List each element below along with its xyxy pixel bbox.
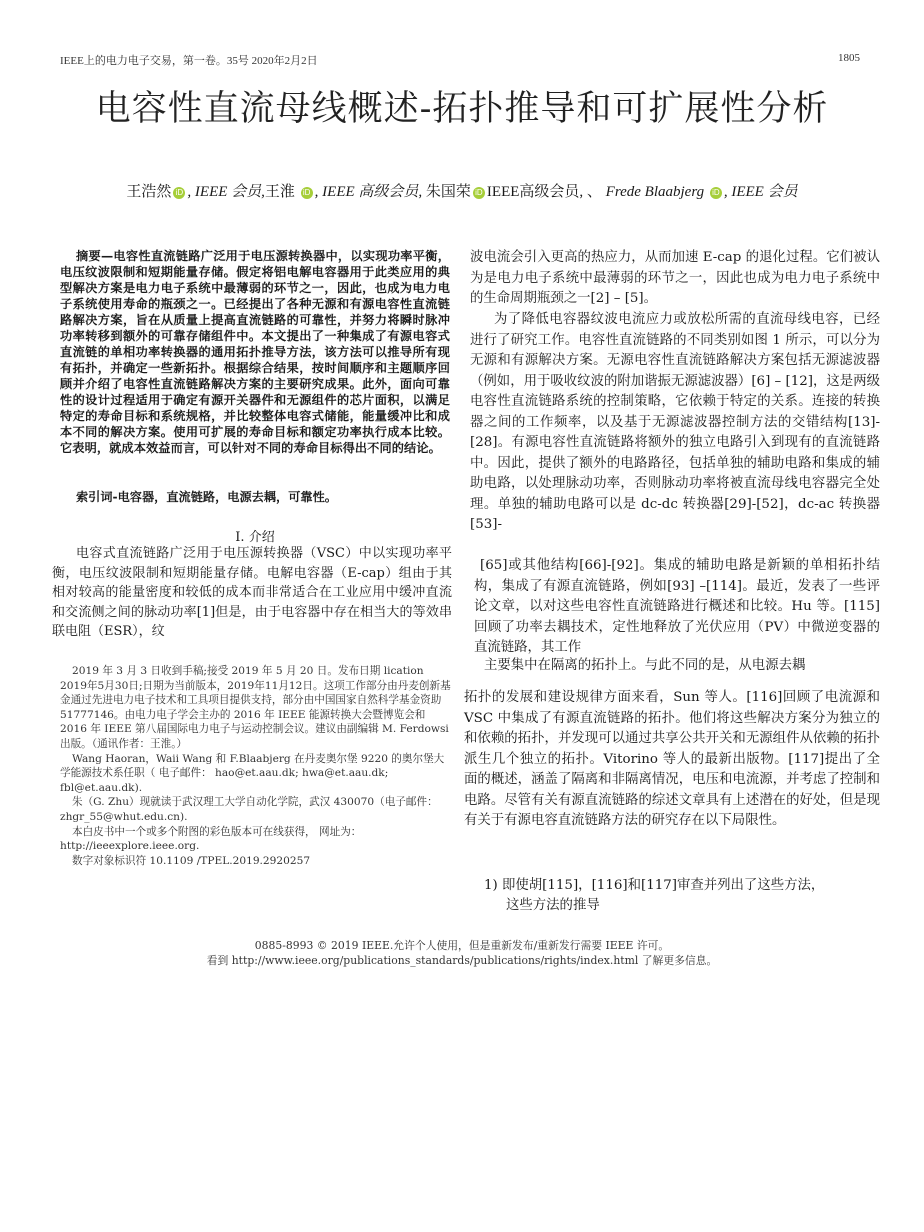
- abstract: [60, 248, 450, 456]
- body-paragraph: 主要集中在隔离的拓扑上。与此不同的是，从电源去耦: [484, 658, 806, 673]
- author-role: , IEEE 会员,: [187, 184, 265, 200]
- body-paragraph: 波电流会引入更高的热应力，从而加速 E-cap 的退化过程。它们被认为是电力电子系统中最薄弱的环节之一，因此也成为电力电子系统中的生命周期瓶颈之一[2] – [5]。: [470, 250, 880, 306]
- intro-paragraph: 电容式直流链路广泛用于电压源转换器（VSC）中以实现功率平衡，电压纹波限制和短期能量存储。电解电容器（E-cap）组由于其相对较高的能量密度和较低的成本而非常适合在工业应用中缓冲直流和交流侧之间的脉动功率[1]但是，由于电容器中存在相当大的等效串联电阻（ESR），纹: [52, 546, 452, 639]
- copyright-footer: [60, 938, 864, 968]
- orcid-icon[interactable]: iD: [710, 187, 722, 199]
- author-name: 朱国荣: [425, 184, 471, 200]
- body-paragraph: [65]或其他结构[66]-[92]。集成的辅助电路是新颖的单相拓扑结构，集成了有源直流链路，例如[93] –[114]。最近，发表了一些评论文章，以对这些电容性直流链路进行概述和比较。Hu 等。[115]回顾了功率去耦技术，定性地释放了光伏应用（PV）中微逆变器的直流链路，其工作: [474, 558, 880, 655]
- author-role: , IEEE 高级会员,: [314, 184, 423, 200]
- author-name: Frede Blaabjerg: [605, 184, 705, 200]
- index-terms: 索引词-电容器，直流链路，电源去耦，可靠性。: [76, 490, 337, 504]
- footnote-color-note: 本白皮书中一个或多个附图的彩色版本可在线获得， 网址为：http://ieeexplore.ieee.org.: [60, 825, 362, 853]
- paper-title: 电容性直流母线概述-拓扑推导和可扩展性分析: [95, 89, 829, 129]
- author-list: [40, 180, 884, 201]
- footnote-doi: 数字对象标识符 10.1109 /TPEL.2019.2920257: [72, 854, 311, 867]
- orcid-icon[interactable]: iD: [301, 187, 313, 199]
- abstract-text: 摘要—电容性直流链路广泛用于电压源转换器中，以实现功率平衡，电压纹波限制和短期能量存储。假定将铝电解电容器用于此类应用的典型解决方案是电力电子系统中最薄弱的环节之一，因此，也成为电力电子系统使用寿命的瓶颈之一。已经提出了各种无源和有源电容性直流链路解决方案，旨在从质量上提高直流链路的可靠性，并努力将瞬时脉冲功率转移到额外的可靠存储组件中。本文提出了一种集成了有源电容式直流链的单相功率转换器的通用拓扑推导方法，该方法可以推导所有现有拓扑，并确定一些新拓扑。根据综合结果，按时间顺序和主题顺序回顾并介绍了电容性直流链路解决方案的主要研究成果。此外，面向可靠性的设计过程适用于确定有源开关器件和无源组件的芯片面积，以满足特定的寿命目标和系统规格，并比较整体电容式储能，能量缓冲比和成本不同的解决方案。使用可扩展的寿命目标和额定功率执行成本比较。它表明，就成本效益而言，可以针对不同的寿命目标得出不同的结论。: [60, 249, 450, 455]
- orcid-icon[interactable]: iD: [173, 187, 185, 199]
- rights-link[interactable]: 看到 http://www.ieee.org/publications_standards/publications/rights/index.html 了解更多信息。: [206, 954, 718, 967]
- author-name: 王浩然: [126, 184, 172, 200]
- list-item: 1) 即使胡[115]，[116]和[117]审查并列出了这些方法，: [484, 878, 825, 893]
- author-name: 王淮: [264, 184, 295, 200]
- orcid-icon[interactable]: iD: [473, 187, 485, 199]
- footnote-affiliation-2: 朱（G. Zhu）现就读于武汉理工大学自动化学院，武汉 430070（电子邮件： zhgr_55@whut.edu.cn).: [60, 796, 438, 823]
- body-paragraph: 拓扑的发展和建设规律方面来看，Sun 等人。[116]回顾了电流源和 VSC 中集成了有源直流链路的拓扑。他们将这些解决方案分为独立的和依赖的拓扑，并发现可以通过共享公共开关和无源组件从依赖的拓扑派生几个独立的拓扑。Vitorino 等人的最新出版物。[117]提出了全面的概述，涵盖了隔离和非隔离情况，电压和电流源，并考虑了控制和电路。尽管有关有源直流链路的综述文章具有上述潜在的好处，但是现有关于有源电容直流链路方法的研究存在以下局限性。: [464, 690, 880, 828]
- list-item-continuation: 这些方法的推导: [506, 898, 600, 913]
- body-paragraph: 为了降低电容器纹波电流应力或放松所需的直流母线电容，已经进行了研究工作。电容性直流链路的不同类别如图 1 所示，可以分为无源和有源解决方案。无源电容性直流链路解决方案包括无源滤波器（例如，用于吸收纹波的附加谐振无源滤波器）[6] – [12]，这是两级电容性直流链路系统的控制策略，它依赖于特定的关系。连接的转换器之间的工作频率，以及基于无源滤波器控制方法的交错结构[13]-[28]。有源电容性直流链路将额外的独立电路引入到现有的直流链路中。因此，提供了额外的电路路径，包括单独的辅助电路和集成的辅助电路，以处理脉动功率，否则脉动功率将被直流母线电容器完全处理。单独的辅助电路可以是 dc-dc 转换器[29]-[52]，dc-ac 转换器[53]-: [470, 312, 880, 532]
- footnote: [60, 664, 452, 868]
- author-role: , IEEE 会员: [723, 184, 798, 200]
- section-heading: I. 介绍: [235, 530, 275, 545]
- running-header: IEEE上的电力电子交易，第一卷。35号 2020年2月2日: [60, 55, 318, 67]
- footnote-received: 2019 年 3 月 3 日收到手稿;接受 2019 年 5 月 20 日。发布日期 lication 2019年5月30日;日期为当前版本，2019年11月12日。这项工作部分由丹麦创新基金通过先进电力电子技术和工具项目提供支持，部分由中国国家自然科学基金资助 51777146。由电力电子学会主办的 2016 年 IEEE 能源转换大会暨博览会和 2016 年 IEEE 第八届国际电力电子与运动控制会议。建议由副编辑 M. Ferdowsi 出版。（通讯作者：王淮。）: [60, 665, 451, 750]
- page-number: 1805: [838, 52, 860, 64]
- footnote-affiliation: Wang Haoran，Waii Wang 和 F.Blaabjerg 在丹麦奥尔堡 9220 的奥尔堡大学能源技术系任职（ 电子邮件： hao@et.aau.dk; hwa@et.aau.dk; fbl@et.aau.dk).: [60, 752, 445, 794]
- copyright-line: 0885-8993 © 2019 IEEE.允许个人使用，但是重新发布/重新发行需要 IEEE 许可。: [254, 939, 670, 952]
- author-role: IEEE高级会员, 、: [486, 184, 602, 200]
